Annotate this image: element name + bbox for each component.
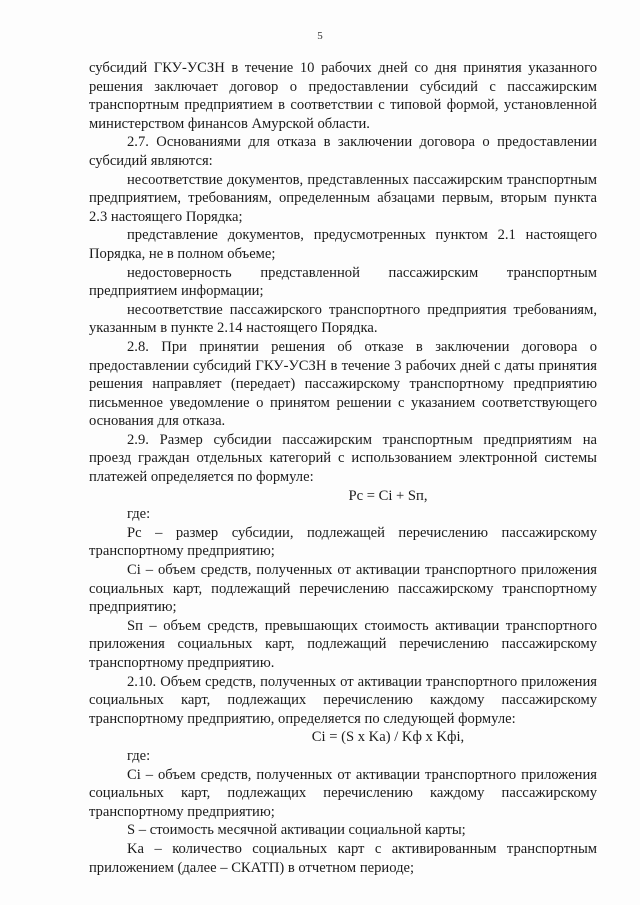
paragraph-refusal-reason-2: представление документов, предусмотренных пунктом 2.1 настоящего Порядка, не в полном объеме;: [89, 227, 597, 262]
where-label-2: где:: [127, 747, 151, 764]
page-number: 5: [317, 30, 323, 42]
formula-ci: Ci = (S x Ka) / Kф x Kфi,: [311, 729, 465, 746]
paragraph-refusal-reason-4: несоответствие пассажирского транспортного предприятия требованиям, указанным в пункте 2.14 настоящего Порядка.: [89, 301, 597, 337]
definition-ka: Ka – количество социальных карт с активированным транспортным приложением (далее – СКАТП) в отчетном периоде;: [89, 840, 597, 876]
definition-ci-2: Ci – объем средств, полученных от активации транспортного приложения социальных карт, подлежащих перечислению каждому пассажирскому транспортному предприятию;: [89, 766, 597, 820]
paragraph-2-9: 2.9. Размер субсидии пассажирским транспортным предприятиям на проезд граждан отдельных категорий с использованием электронной системы платежей определяется по формуле:: [89, 431, 597, 486]
paragraph-2-10: 2.10. Объем средств, полученных от активации транспортного приложения социальных карт, подлежащих перечислению каждому пассажирскому транспортному предприятию, определяется по следующей формуле:: [89, 673, 597, 727]
paragraph-refusal-reason-1: несоответствие документов, представленных пассажирским транспортным предприятием, требованиям, определенным абзацами первым, вторым пункта 2.3 настоящего Порядка;: [89, 171, 597, 225]
formula-subsidy-size: Pc = Ci + Sп,: [348, 487, 428, 504]
definition-s: S – стоимость месячной активации социальной карты;: [127, 822, 466, 839]
paragraph-continuation: субсидий ГКУ-УСЗН в течение 10 рабочих дней со дня принятия указанного решения заключает договор о предоставлении субсидий с пассажирским транспортным предприятием в соответствии с типовой формой, установленной министерством финансов Амурской области.: [89, 60, 597, 132]
paragraph-2-7: 2.7. Основаниями для отказа в заключении договора о предоставлении субсидий являются:: [89, 134, 597, 169]
definition-pc: Pc – размер субсидии, подлежащей перечислению пассажирскому транспортному предприятию;: [89, 524, 597, 560]
document-body: [89, 59, 597, 877]
definition-ci: Ci – объем средств, полученных от активации транспортного приложения социальных карт, подлежащий перечислению пассажирскому транспортному предприятию;: [89, 562, 597, 616]
paragraph-2-8: 2.8. При принятии решения об отказе в заключении договора о предоставлении субсидий ГКУ-УСЗН в течение 3 рабочих дней с даты принятия решения направляет (передает) пассажирскому транспортному предприятию письменное уведомление о принятом решении с указанием соответствующего основания для отказа.: [89, 338, 597, 430]
definition-sp: Sп – объем средств, превышающих стоимость активации транспортного приложения социальных карт, подлежащий перечислению пассажирскому транспортному предприятию.: [89, 617, 597, 671]
where-label-1: где:: [127, 506, 151, 523]
paragraph-refusal-reason-3: недостоверность представленной пассажирским транспортным предприятием информации;: [89, 264, 597, 300]
